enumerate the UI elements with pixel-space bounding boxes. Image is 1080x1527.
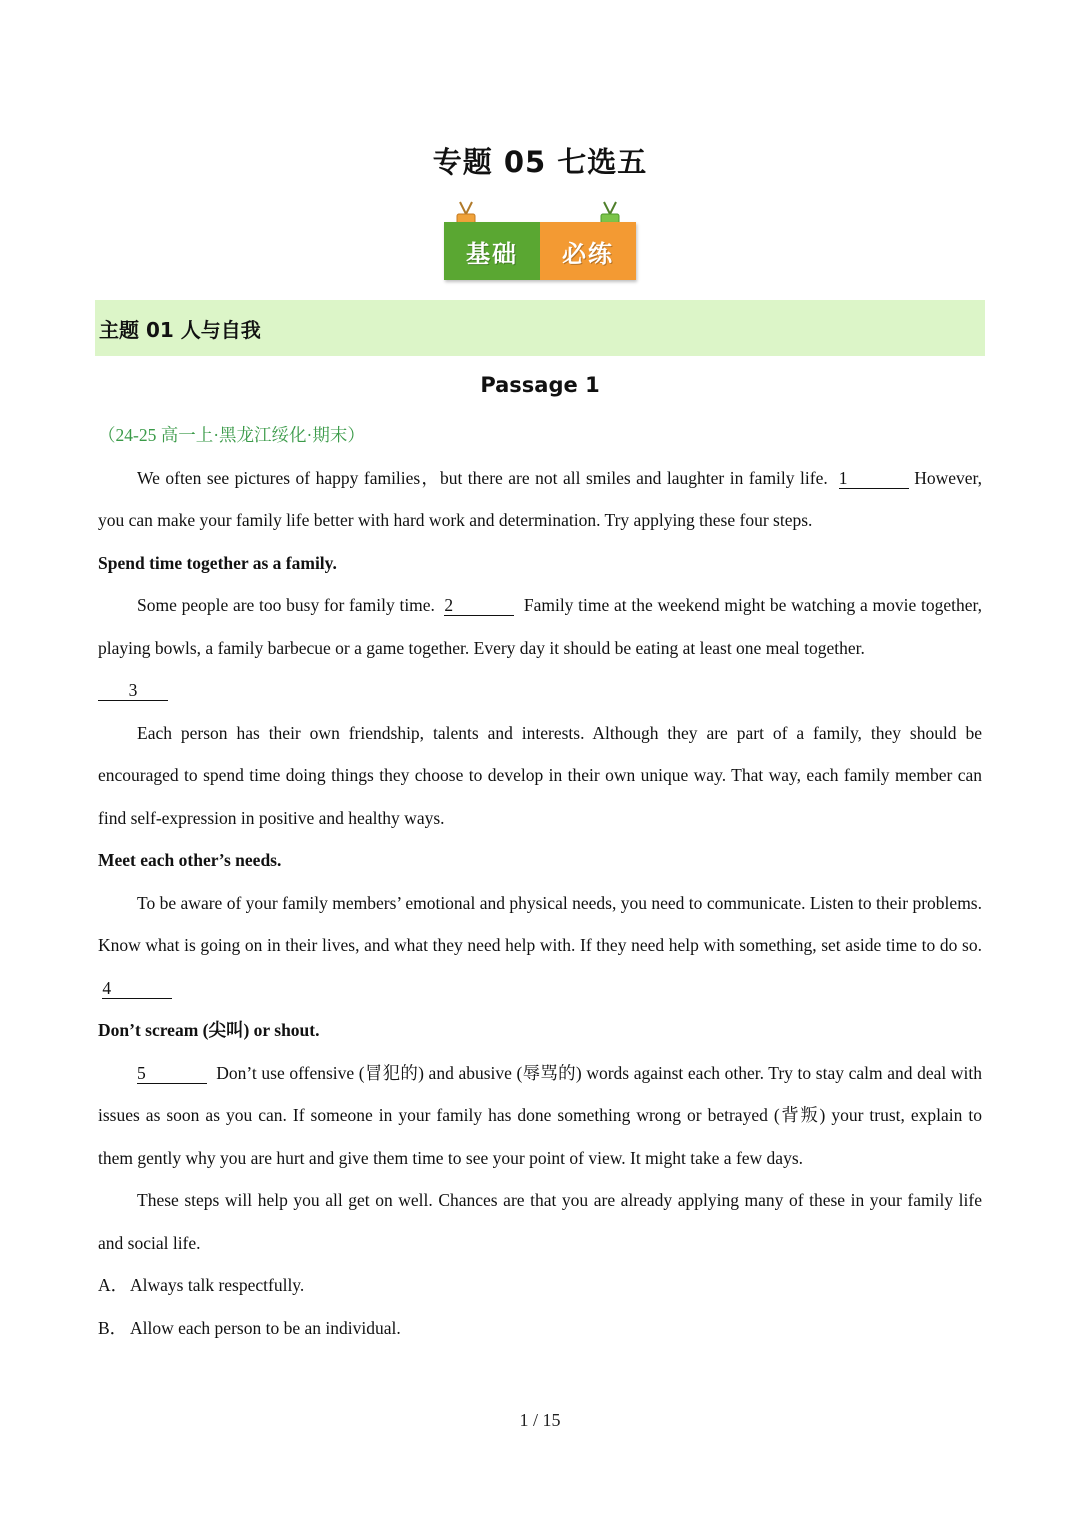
option-a[interactable] xyxy=(98,1264,982,1307)
blank-3-line xyxy=(98,669,982,712)
blank-4[interactable]: 4 xyxy=(102,978,172,999)
blank-3[interactable]: 3 xyxy=(98,680,168,701)
passage-body xyxy=(98,414,982,1349)
paragraph-4 xyxy=(98,882,982,1010)
option-text: Always talk respectfully. xyxy=(130,1275,305,1295)
option-letter: A． xyxy=(98,1275,129,1295)
paragraph-text: However, you can make your family life better with hard work and determination. Try applying these four steps. xyxy=(98,467,983,530)
paragraph-5 xyxy=(98,1052,982,1180)
topic-label: 主题 01 人与自我 xyxy=(99,317,261,342)
badge xyxy=(442,200,638,282)
paragraph-2 xyxy=(98,584,982,669)
paragraph-text: Family time at the weekend might be watching a movie together, playing bowls, a family barbecue or a game together. Every day it should be eating at least one meal together. xyxy=(98,595,982,658)
paragraph-text: Some people are too busy for family time. xyxy=(137,595,435,615)
blank-2[interactable]: 2 xyxy=(444,595,514,616)
passage-title: Passage 1 xyxy=(480,373,600,397)
page-title: 专题 05 七选五 xyxy=(432,145,648,179)
badge-must-practice: 必练 xyxy=(540,222,636,280)
heading-3: Don’t scream (尖叫) or shout. xyxy=(98,1020,320,1040)
option-b[interactable] xyxy=(98,1307,982,1350)
paragraph-text: Don’t use offensive (冒犯的) and abusive (辱骂的) words against each other. Try to stay calm and deal with issues as soon as you can. If someone in your family has done something wrong or betrayed (背叛) your trust, explain to them gently why you are hurt and give them time to see your point of view. It might take a few days. xyxy=(98,1062,983,1168)
page-number: 1 / 15 xyxy=(519,1410,561,1430)
option-letter: B． xyxy=(98,1317,128,1338)
source-note: （24-25 高一上·黑龙江绥化·期末） xyxy=(98,425,365,445)
topic-bar xyxy=(95,300,985,356)
paragraph-6: These steps will help you all get on well. Chances are that you are already applying many of these in your family life and social life. xyxy=(98,1190,982,1253)
blank-1[interactable]: 1 xyxy=(839,468,909,489)
paragraph-3: Each person has their own friendship, talents and interests. Although they are part of a family, they should be encouraged to spend time doing things they choose to develop in their own unique way. That way, each family member can find self-expression in positive and healthy ways. xyxy=(98,722,982,828)
paragraph-text: To be aware of your family members’ emotional and physical needs, you need to communicate. Listen to their problems. Know what is going on in their lives, and what they need help with. If they need help with something, set aside time to do so. xyxy=(98,892,982,955)
blank-5[interactable]: 5 xyxy=(137,1063,207,1084)
paragraph-1 xyxy=(98,457,982,542)
heading-2: Meet each other’s needs. xyxy=(98,850,282,870)
paragraph-text: We often see pictures of happy families，but there are not all smiles and laughter in family life. xyxy=(137,467,828,488)
badge-basic: 基础 xyxy=(444,222,540,280)
option-text: Allow each person to be an individual. xyxy=(130,1317,401,1338)
heading-1: Spend time together as a family. xyxy=(98,552,337,573)
